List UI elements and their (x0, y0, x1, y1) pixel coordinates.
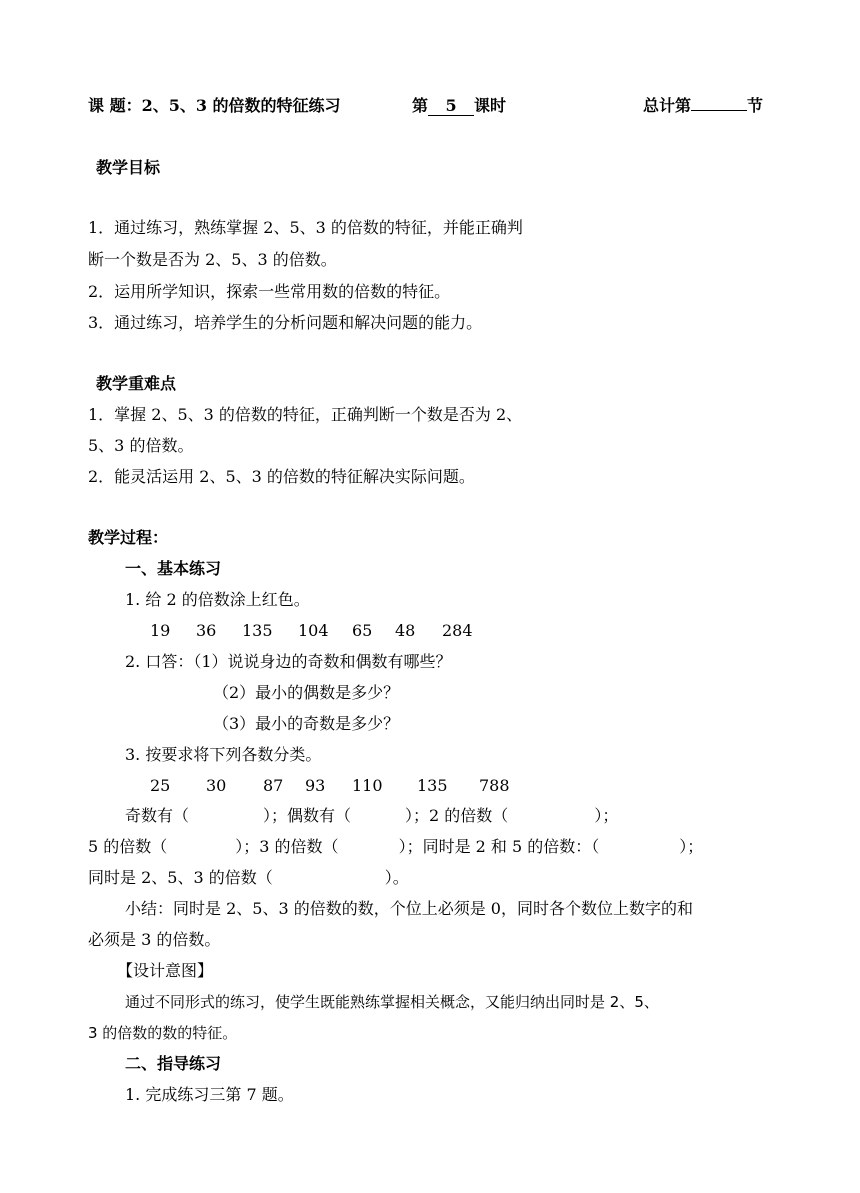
question-3: 3. 按要求将下列各数分类。 (125, 745, 322, 764)
number-item: 36 (196, 621, 217, 640)
total-prefix: 总计第 (643, 96, 692, 115)
lesson-number-field (412, 96, 506, 116)
goal-line: 2．运用所学知识，探索一些常用数的倍数的特征。 (88, 282, 451, 301)
lesson-number: 5 (428, 97, 474, 116)
design-heading: 【设计意图】 (117, 961, 214, 980)
q3-number-list (150, 776, 510, 796)
number-item: 135 (242, 621, 273, 640)
number-item: 30 (206, 776, 227, 795)
mult5-label: 5 的倍数（ (88, 837, 168, 856)
total-suffix: 节 (747, 96, 764, 115)
mult3-label: ）；3 的倍数（ (235, 837, 339, 856)
number-item: 93 (305, 776, 326, 795)
key-point-line: 5、3 的倍数。 (88, 436, 194, 455)
number-item: 48 (395, 621, 416, 640)
design-line: 3 的倍数的数的特征。 (88, 1024, 238, 1042)
summary-line: 小结：同时是 2、5、3 的倍数的数，个位上必须是 0，同时各个数位上数字的和 (125, 899, 693, 918)
design-line: 通过不同形式的练习，使学生既能熟练掌握相关概念，又能归纳出同时是 2、5、 (125, 993, 659, 1011)
number-item: 135 (417, 776, 448, 795)
key-point-line: 1．掌握 2、5、3 的倍数的特征，正确判断一个数是否为 2、 (88, 405, 523, 424)
number-item: 284 (442, 621, 473, 640)
topic-title: 课 题：2、5、3 的倍数的特征练习 (88, 96, 341, 115)
classify-row-1 (125, 806, 618, 826)
goal-line: 断一个数是否为 2、5、3 的倍数。 (88, 250, 337, 269)
total-number (691, 110, 747, 111)
row2-end: ）； (679, 837, 704, 856)
q2-item: （1）说说身边的奇数和偶数有哪些？ (193, 652, 452, 671)
number-item: 25 (150, 776, 171, 795)
number-item: 110 (352, 776, 383, 795)
section2-title: 二、指导练习 (125, 1054, 222, 1073)
both25-label: ）；同时是 2 和 5 的倍数：（ (398, 837, 600, 856)
mult2-label: ）；2 的倍数（ (405, 806, 509, 825)
q2-prefix: 2. 口答： (125, 652, 194, 671)
goal-line: 3．通过练习，培养学生的分析问题和解决问题的能力。 (88, 313, 483, 332)
even-label: ）；偶数有（ (263, 806, 352, 825)
q1-number-list (150, 621, 473, 641)
lesson-suffix: 课时 (474, 96, 507, 115)
odd-label: 奇数有（ (125, 806, 190, 825)
summary-line: 必须是 3 的倍数。 (88, 930, 221, 949)
row1-end: ）； (594, 806, 619, 825)
total-number-field (643, 96, 763, 116)
section1-title: 一、基本练习 (125, 559, 222, 578)
q2-item: （3）最小的奇数是多少？ (213, 714, 400, 733)
all-label: 同时是 2、5、3 的倍数（ (88, 868, 273, 887)
goals-heading: 教学目标 (96, 158, 161, 177)
process-heading: 教学过程： (88, 528, 169, 547)
q2-item: （2）最小的偶数是多少？ (213, 683, 400, 702)
goal-line: 1．通过练习，熟练掌握 2、5、3 的倍数的特征，并能正确判 (88, 218, 523, 237)
classify-row-2 (88, 837, 703, 857)
classify-row-3 (88, 868, 409, 888)
number-item: 104 (298, 621, 329, 640)
question-1: 1. 给 2 的倍数涂上红色。 (125, 590, 310, 609)
key-points-heading: 教学重难点 (96, 374, 177, 393)
question-2 (125, 652, 452, 672)
key-point-line: 2．能灵活运用 2、5、3 的倍数的特征解决实际问题。 (88, 467, 475, 486)
number-item: 788 (479, 776, 510, 795)
row3-end: ）。 (384, 868, 409, 887)
lesson-header (88, 96, 341, 116)
section2-question-1: 1. 完成练习三第 7 题。 (125, 1085, 294, 1104)
number-item: 65 (352, 621, 373, 640)
number-item: 19 (150, 621, 171, 640)
lesson-prefix: 第 (412, 96, 429, 115)
number-item: 87 (263, 776, 284, 795)
